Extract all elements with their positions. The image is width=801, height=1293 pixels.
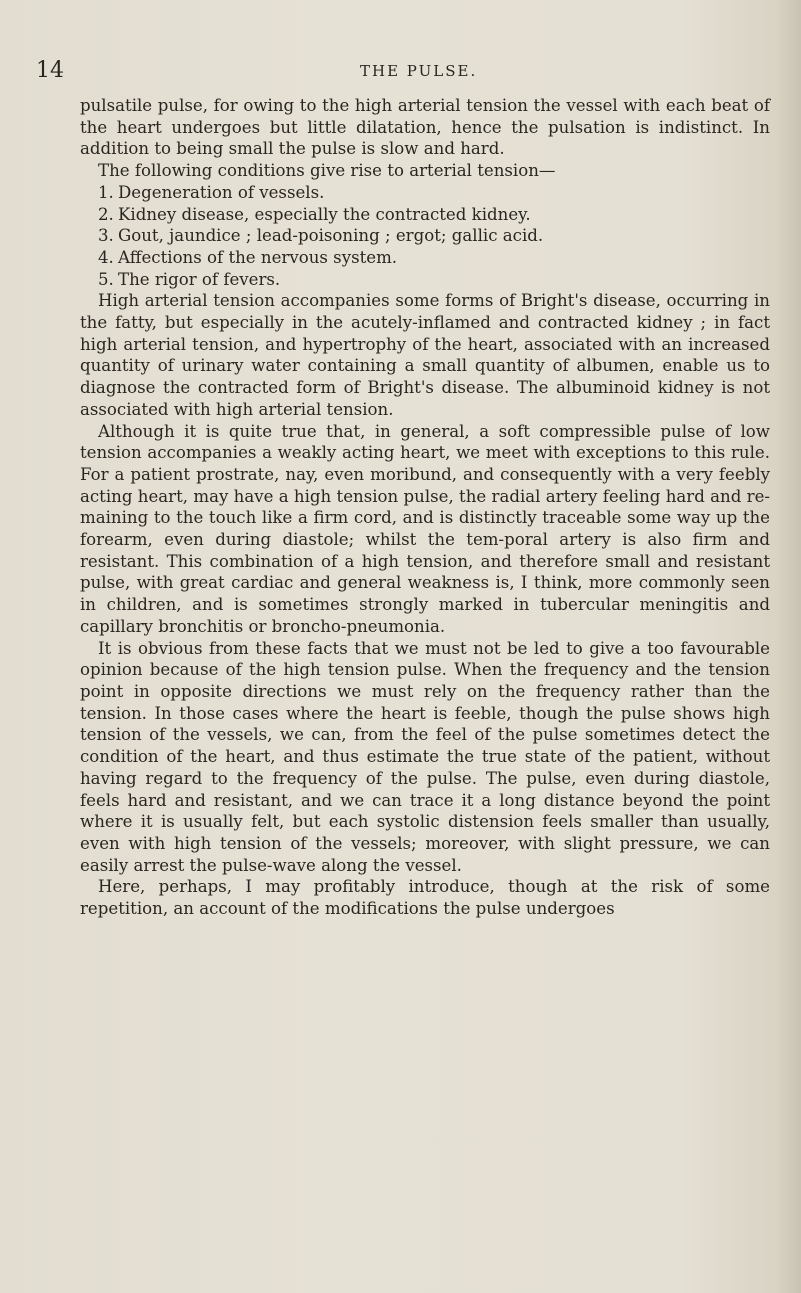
page-number: 14 [36, 58, 64, 83]
paragraph-3: High arterial tension accompanies some forms of Bright's disease, occurring in the fatty, but especially in the acutely-inflamed and contracted kidney ; in fact high arterial tension, and hypertrophy of the heart, associated with an increased quantity of urinary water containing a small quantity of albumen, enable us to diagnose the contracted form of Bright's disease. The albuminoid kidney is not associated with high arterial tension. [80, 291, 770, 419]
list-item-text: Gout, jaundice ; lead-poisoning ; ergot; gallic acid. [118, 226, 544, 246]
list-item-text: Degeneration of vessels. [118, 182, 325, 202]
list-item-number: 4. [98, 247, 114, 267]
list-item-number: 1. [98, 182, 114, 202]
list-item [98, 225, 770, 247]
paragraph-1: pulsatile pulse, for owing to the high arterial tension the vessel with each beat of the heart undergoes but little dilatation, hence the pulsation is indistinct. In addition to being small the pulse is slow and hard. [80, 96, 770, 159]
list-item-number: 5. [98, 269, 114, 289]
list-item [98, 269, 770, 291]
list-item-number: 3. [98, 226, 114, 246]
conditions-list [80, 182, 770, 291]
list-item [98, 204, 770, 226]
paragraph-4: Although it is quite true that, in general, a soft compressible pulse of low tension accompanies a weakly acting heart, we meet with exceptions to this rule. For a patient prostrate, nay, even moribund, and consequently with a very feebly acting heart, may have a high tension pulse, the radial artery feeling hard and re-maining to the touch like a firm cord, and is distinctly traceable some way up the forearm, even during diastole; whilst the tem-poral artery is also firm and resistant. This combination of a high tension, and therefore small and resistant pulse, with great cardiac and general weakness is, I think, more commonly seen in children, and is sometimes strongly marked in tubercular meningitis and capillary bronchitis or broncho-pneumonia. [80, 421, 770, 636]
running-title: THE PULSE. [360, 62, 478, 80]
body-text [80, 95, 770, 920]
list-item-text: Kidney disease, especially the contracted kidney. [118, 204, 531, 224]
paragraph-6: Here, perhaps, I may profitably introduce, though at the risk of some repetition, an account of the modifications the pulse undergoes [80, 877, 770, 919]
paragraph-2: The following conditions give rise to arterial tension— [98, 161, 556, 181]
list-item-number: 2. [98, 204, 114, 224]
list-item [98, 247, 770, 269]
list-item-text: The rigor of fevers. [118, 269, 281, 289]
list-item [98, 182, 770, 204]
list-item-text: Affections of the nervous system. [118, 247, 398, 267]
paragraph-5: It is obvious from these facts that we must not be led to give a too favourable opinion because of the high tension pulse. When the frequency and the tension point in opposite directions we must rely on the frequency rather than the tension. In those cases where the heart is feeble, though the pulse shows high tension of the vessels, we can, from the feel of the pulse sometimes detect the condition of the heart, and thus estimate the true state of the patient, without having regard to the frequency of the pulse. The pulse, even during diastole, feels hard and resistant, and we can trace it a long distance beyond the point where it is usually felt, but each systolic distension feels smaller than usually, even with high tension of the vessels; moreover, with slight pressure, we can easily arrest the pulse-wave along the vessel. [80, 638, 770, 875]
running-head [0, 58, 801, 84]
